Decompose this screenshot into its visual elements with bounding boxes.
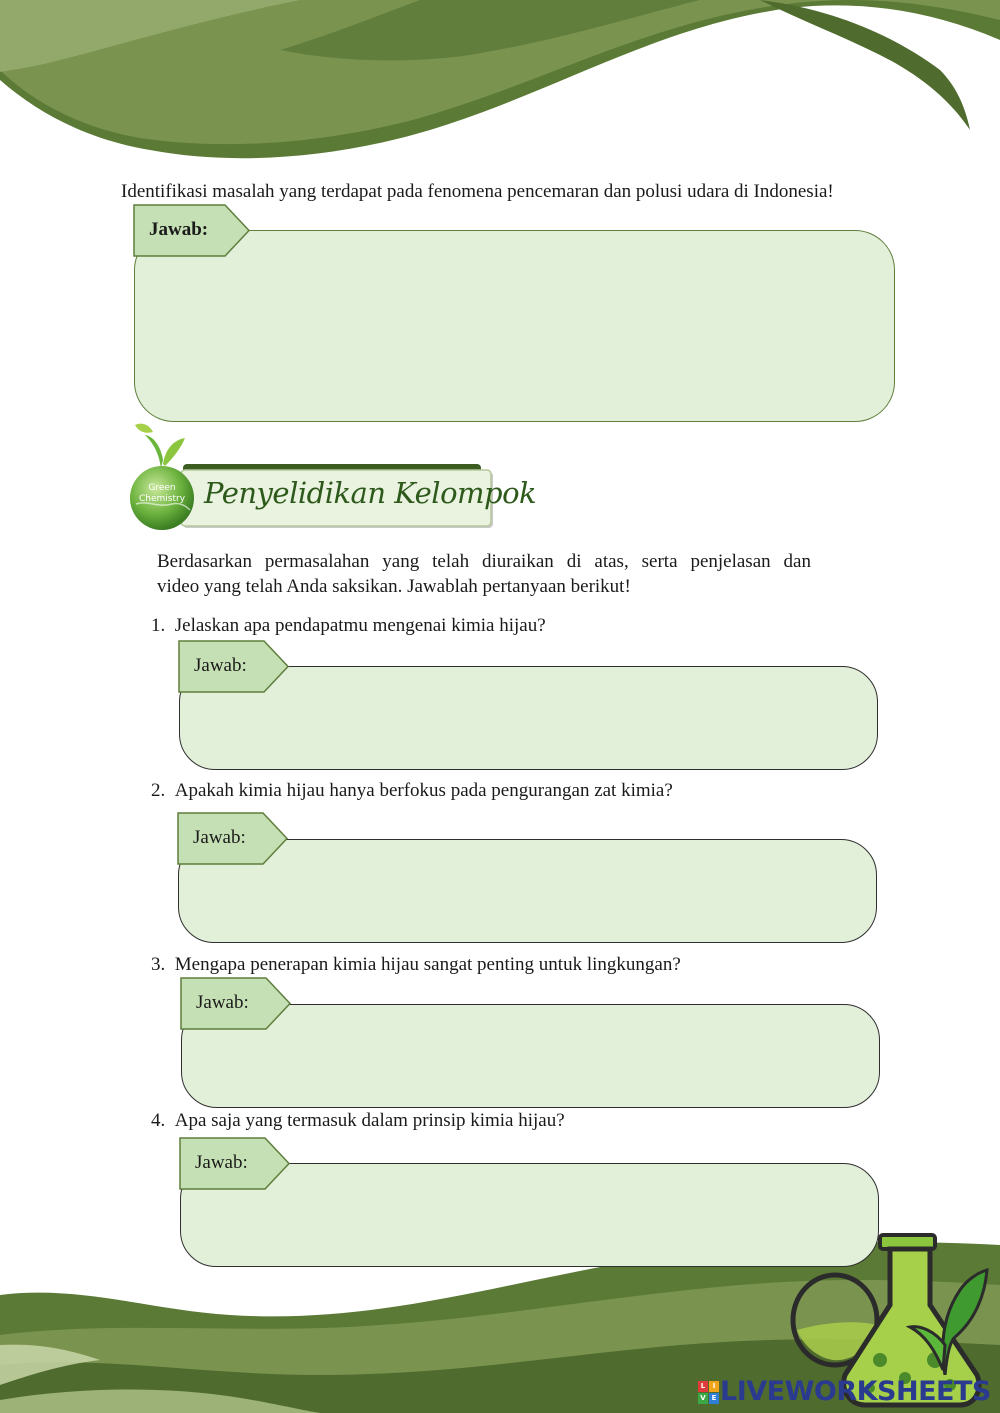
answer-label-1: Jawab: (194, 655, 247, 676)
question-1 (151, 614, 546, 638)
question-number: 3. (151, 954, 166, 975)
section-title: Penyelidikan Kelompok (204, 476, 537, 510)
answer-tag-1 (178, 640, 290, 692)
question-4 (151, 1109, 565, 1133)
answer-tag-4 (179, 1137, 291, 1189)
question-2 (151, 779, 673, 803)
question-number: 4. (151, 1110, 166, 1131)
liveworksheets-badge-icon (698, 1381, 720, 1405)
top-answer-box[interactable] (134, 230, 895, 422)
logo-text-line1: Green (148, 483, 176, 493)
logo-text-line2: Chemistry (139, 494, 186, 504)
answer-label-3: Jawab: (196, 992, 249, 1013)
question-text: Apa saja yang termasuk dalam prinsip kimia hijau? (174, 1110, 565, 1131)
badge-letter: I (709, 1381, 719, 1392)
question-text: Jelaskan apa pendapatmu mengenai kimia hijau? (174, 615, 546, 636)
badge-letter: V (698, 1393, 708, 1404)
question-text: Mengapa penerapan kimia hijau sangat penting untuk lingkungan? (174, 954, 681, 975)
answer-tag-3 (180, 977, 292, 1029)
question-text: Apakah kimia hijau hanya berfokus pada pengurangan zat kimia? (174, 780, 673, 801)
top-question: Identifikasi masalah yang terdapat pada fenomena pencemaran dan polusi udara di Indonesia! (121, 181, 834, 202)
intro-line2: video yang telah Anda saksikan. Jawablah pertanyaan berikut! (157, 576, 631, 597)
top-answer-label: Jawab: (149, 219, 209, 240)
top-wave-decoration (0, 0, 1000, 170)
question-number: 1. (151, 615, 166, 636)
top-answer-tag (133, 204, 251, 256)
badge-letter: L (698, 1381, 708, 1392)
intro-line1: Berdasarkan permasalahan yang telah diuraikan di atas, serta penjelasan dan (157, 551, 811, 572)
answer-label-2: Jawab: (193, 827, 246, 848)
logo-text (139, 483, 185, 505)
answer-label-4: Jawab: (195, 1152, 248, 1173)
intro-paragraph (157, 549, 811, 599)
question-number: 2. (151, 780, 166, 801)
badge-letter: E (709, 1393, 719, 1404)
liveworksheets-watermark[interactable]: LIVEWORKSHEETS (720, 1376, 991, 1407)
answer-tag-2 (177, 812, 289, 864)
question-3 (151, 953, 681, 977)
leaf-icon (905, 1265, 990, 1375)
